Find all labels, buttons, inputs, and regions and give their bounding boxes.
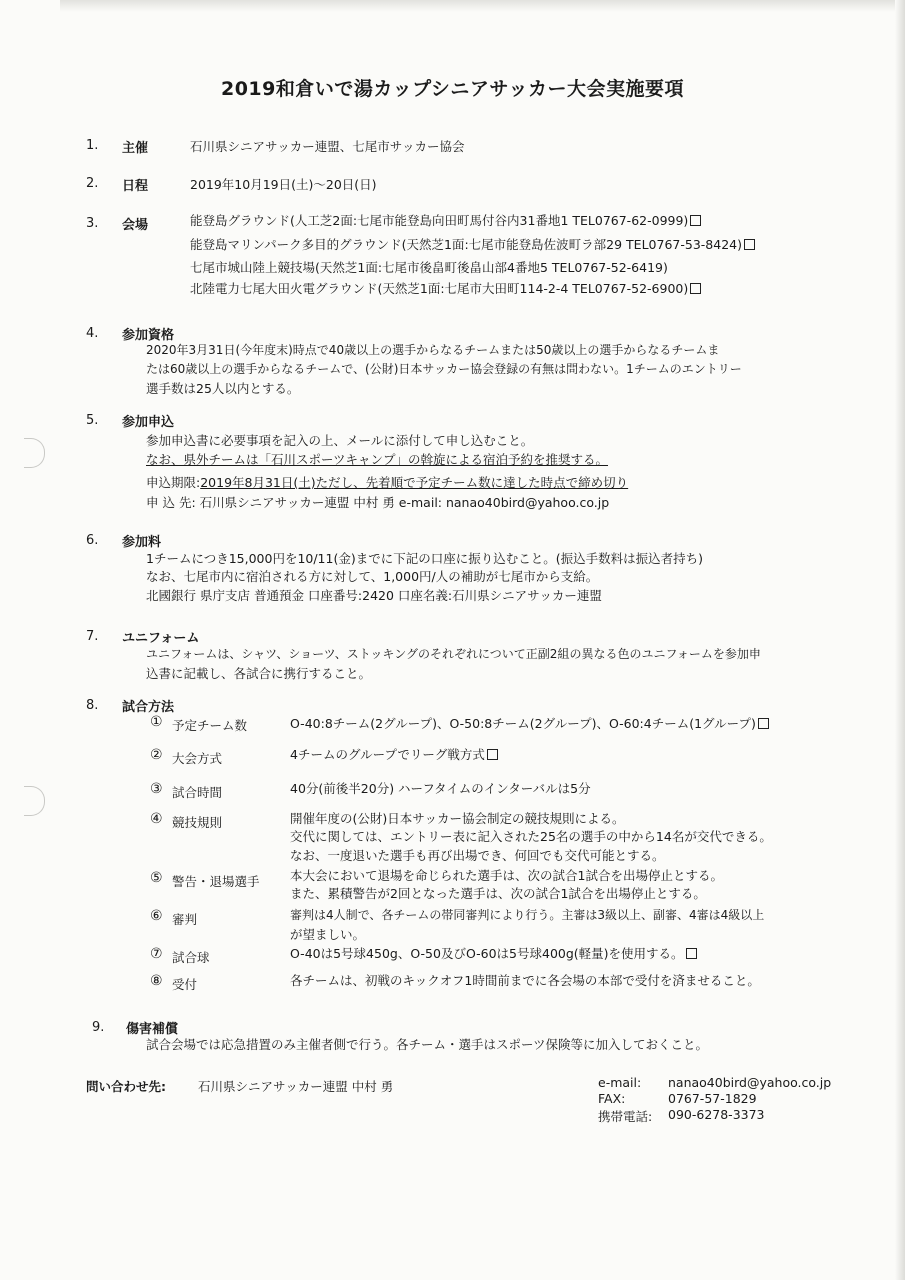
checkbox-icon (744, 239, 755, 250)
section-number: 6. (86, 533, 99, 548)
mobile-value: 090-6278-3373 (668, 1107, 765, 1122)
item-label: 審判 (172, 912, 198, 927)
email-value: nanao40bird@yahoo.co.jp (668, 1075, 832, 1090)
fax-value: 0767-57-1829 (668, 1091, 757, 1106)
punch-hole (24, 438, 45, 468)
section-heading-schedule: 日程 (122, 179, 149, 194)
item-value: 40分(前後半20分) ハーフタイムのインターバルは5分 (290, 781, 591, 796)
section-heading-venue: 会場 (122, 218, 149, 233)
item-marker: ⑥ (150, 908, 163, 924)
contact-name: 石川県シニアサッカー連盟 中村 勇 (198, 1079, 394, 1094)
punch-hole (24, 786, 45, 816)
eligibility-line: 選手数は25人以内とする。 (146, 381, 300, 396)
application-destination: 申 込 先: 石川県シニアサッカー連盟 中村 勇 e-mail: nanao40bird@yahoo.co.jp (146, 495, 610, 510)
item-label: 試合時間 (172, 785, 223, 800)
checkbox-icon (686, 948, 697, 959)
section-heading-organizer: 主催 (122, 141, 149, 156)
section-heading-uniform: ユニフォーム (122, 631, 200, 646)
scan-edge-right (895, 0, 905, 1280)
section-number: 1. (86, 138, 99, 153)
item-label: 競技規則 (172, 815, 223, 830)
section-number: 8. (86, 698, 99, 713)
section-heading-eligibility: 参加資格 (122, 328, 175, 343)
schedule-text: 2019年10月19日(土)〜20日(日) (190, 177, 377, 192)
item-marker: ② (150, 747, 163, 763)
section-number: 2. (86, 176, 99, 191)
item-value: が望ましい。 (290, 927, 366, 942)
section-number: 9. (92, 1020, 105, 1035)
uniform-line: 込書に記載し、各試合に携行すること。 (146, 666, 372, 681)
mobile-label: 携帯電話: (598, 1109, 653, 1124)
venue-item: 能登島グラウンド(人工芝2面:七尾市能登島向田町馬付谷内31番地1 TEL0767-62-0999) (190, 211, 701, 229)
document-title: 2019和倉いで湯カップシニアサッカー大会実施要項 (220, 78, 685, 100)
item-marker: ⑤ (150, 870, 163, 886)
section-heading-injury: 傷害補償 (126, 1022, 179, 1037)
venue-item: 北陸電力七尾大田火電グラウンド(天然芝1面:七尾市大田町114-2-4 TEL0767-52-6900) (190, 279, 701, 297)
contact-label: 問い合わせ先: (86, 1079, 166, 1094)
checkbox-icon (758, 718, 769, 729)
eligibility-line: 2020年3月31日(今年度末)時点で40歳以上の選手からなるチームまたは50歳以上の選手からなるチームま (146, 343, 720, 357)
section-number: 3. (86, 216, 99, 231)
item-label: 試合球 (172, 950, 210, 965)
uniform-line: ユニフォームは、シャツ、ショーツ、ストッキングのそれぞれについて正副2組の異なる色のユニフォームを参加申 (146, 647, 761, 661)
item-value: なお、一度退いた選手も再び出場でき、何回でも交代可能とする。 (290, 848, 665, 863)
section-heading-application: 参加申込 (122, 415, 175, 430)
item-value: 交代に関しては、エントリー表に記入された25名の選手の中から14名が交代できる。 (290, 829, 772, 844)
item-value: 各チームは、初戦のキックオフ1時間前までに各会場の本部で受付を済ませること。 (290, 973, 760, 988)
application-line: なお、県外チームは「石川スポーツキャンプ」の斡旋による宿泊予約を推奨する。 (146, 452, 609, 467)
item-marker: ① (150, 714, 163, 730)
item-label: 受付 (172, 977, 198, 992)
venue-item: 能登島マリンパーク多目的グラウンド(天然芝1面:七尾市能登島佐波町ラ部29 TEL0767-53-8424) (190, 235, 755, 253)
section-number: 5. (86, 413, 99, 428)
section-number: 4. (86, 326, 99, 341)
checkbox-icon (487, 749, 498, 760)
item-marker: ③ (150, 781, 163, 797)
checkbox-icon (690, 283, 701, 294)
checkbox-icon (690, 215, 701, 226)
fee-line: 北國銀行 県庁支店 普通預金 口座番号:2420 口座名義:石川県シニアサッカー連盟 (146, 588, 602, 603)
item-marker: ④ (150, 811, 163, 827)
fax-label: FAX: (598, 1091, 626, 1106)
item-label: 警告・退場選手 (172, 874, 260, 889)
item-value: また、累積警告が2回となった選手は、次の試合1試合を出場停止とする。 (290, 886, 706, 901)
item-value: O-40は5号球450g、O-50及びO-60は5号球400g(軽量)を使用する。 (290, 944, 697, 962)
item-marker: ⑦ (150, 946, 163, 962)
scan-edge-top (60, 0, 905, 12)
venue-item: 七尾市城山陸上競技場(天然芝1面:七尾市後畠町後畠山部4番地5 TEL0767-52-6419) (190, 260, 668, 275)
item-value: O-40:8チーム(2グループ)、O-50:8チーム(2グループ)、O-60:4チーム(1グループ) (290, 714, 769, 732)
item-value: 4チームのグループでリーグ戦方式 (290, 745, 498, 763)
section-number: 7. (86, 629, 99, 644)
item-value: 開催年度の(公財)日本サッカー協会制定の競技規則による。 (290, 811, 625, 826)
eligibility-line: たは60歳以上の選手からなるチームで、(公財)日本サッカー協会登録の有無は問わない。1チームのエントリー (146, 362, 742, 376)
organizer-text: 石川県シニアサッカー連盟、七尾市サッカー協会 (190, 139, 465, 154)
section-heading-match-rules: 試合方法 (122, 700, 175, 715)
item-value: 審判は4人制で、各チームの帯同審判により行う。主審は3級以上、副審、4審は4級以上 (290, 908, 765, 922)
application-deadline: 申込期限:2019年8月31日(土)ただし、先着順で予定チーム数に達した時点で締め切り (146, 475, 629, 490)
section-heading-fee: 参加料 (122, 535, 162, 550)
application-line: 参加申込書に必要事項を記入の上、メールに添付して申し込むこと。 (146, 433, 534, 448)
item-marker: ⑧ (150, 973, 163, 989)
injury-text: 試合会場では応急措置のみ主催者側で行う。各チーム・選手はスポーツ保険等に加入しておくこと。 (146, 1037, 709, 1052)
fee-line: なお、七尾市内に宿泊される方に対して、1,000円/人の補助が七尾市から支給。 (146, 569, 599, 584)
item-label: 大会方式 (172, 751, 223, 766)
item-value: 本大会において退場を命じられた選手は、次の試合1試合を出場停止とする。 (290, 868, 723, 883)
fee-line: 1チームにつき15,000円を10/11(金)までに下記の口座に振り込むこと。(振込手数料は振込者持ち) (146, 551, 703, 566)
item-label: 予定チーム数 (172, 718, 248, 733)
email-label: e-mail: (598, 1075, 642, 1090)
